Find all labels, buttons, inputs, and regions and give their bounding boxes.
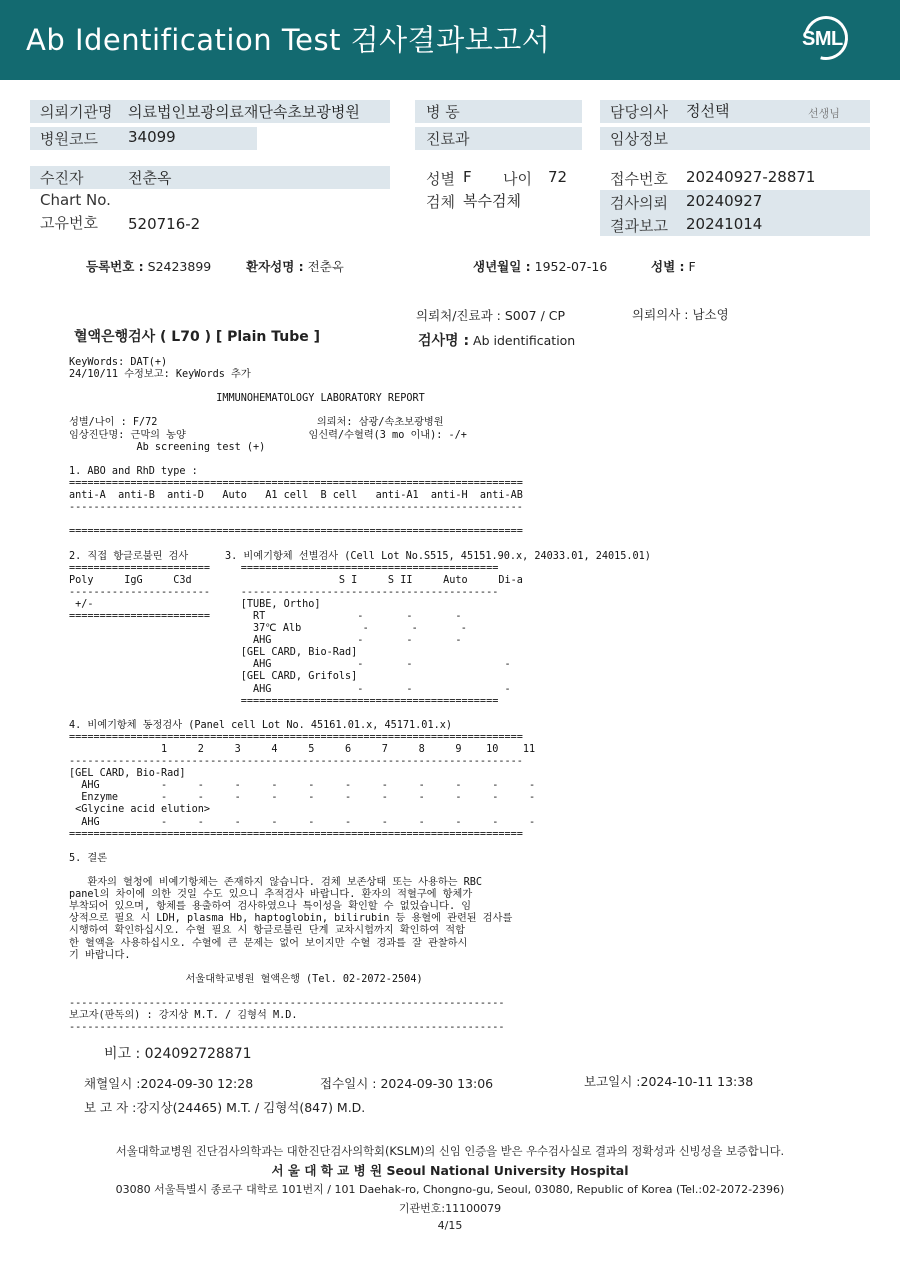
- reported-label: 보고일시 :: [584, 1074, 641, 1089]
- reporter-value: 강지상(24465) M.T. / 김형석(847) M.D.: [136, 1100, 366, 1115]
- mid-sex-value: F: [688, 259, 696, 274]
- test-name-value: Ab identification: [473, 333, 576, 348]
- note-value: 024092728871: [144, 1046, 252, 1062]
- specimen-label: 검체: [426, 193, 455, 211]
- reporter-label: 보 고 자 :: [84, 1100, 137, 1115]
- sex-value: F: [463, 168, 472, 186]
- test-name-label: 검사명 :: [418, 333, 470, 349]
- dept-label: 진료과: [426, 130, 470, 148]
- ward-label: 병 동: [426, 103, 460, 121]
- requester-doctor: 의뢰의사 : 남소영: [632, 307, 729, 322]
- collected-value: 2024-09-30 12:28: [140, 1076, 254, 1091]
- collected-label: 채혈일시 :: [84, 1076, 141, 1091]
- logo-text: SML: [802, 28, 843, 50]
- doctor-value: 정선택: [686, 102, 730, 120]
- patient-bar: [30, 166, 390, 189]
- clinical-info-label: 임상정보: [610, 130, 668, 148]
- institution-value: 의료법인보광의료재단속초보광병원: [128, 103, 360, 121]
- doctor-label: 담당의사: [610, 103, 668, 121]
- reg-no-value: S2423899: [147, 259, 212, 274]
- hospital-address: 03080 서울특별시 종로구 대학로 101번지 / 101 Daehak-ro, Chongno-gu, Seoul, 03080, Republic of Korea (Tel.:02-2072-2396): [115, 1183, 785, 1196]
- age-label: 나이: [503, 170, 532, 188]
- reported-value: 2024-10-11 13:38: [640, 1074, 754, 1089]
- dob-label: 생년월일 :: [473, 259, 531, 274]
- chart-no-label: Chart No.: [40, 191, 111, 209]
- received-value: 2024-09-30 13:06: [380, 1076, 494, 1091]
- patient-label: 수진자: [40, 169, 84, 187]
- dob-value: 1952-07-16: [534, 259, 608, 274]
- sex-label: 성별: [426, 170, 455, 188]
- immunohematology-report-body: KeyWords: DAT(+) 24/10/11 수정보고: KeyWords 추가 IMMUNOHEMATOLOGY LABORATORY REPORT 성별/나이 : F/72 의뢰처: 삼광/속초보광병원 임상진단명: 근막의 농양 임신력/수혈력(3 mo 이내): -/+ Ab screening test (+) 1. ABO and RhD type : ========================================================================== anti-A anti-B anti-D Auto A1 cell B cell anti-A1 anti-H anti-AB -------------------------------------------------------------------------- ========================================================================== 2. 직접 항글로불린 검사 3. 비예기항체 선별검사 (Cell Lot No.S515, 45151.90.x, 24033.01, 24015.01) ======================= ========================================== Poly IgG C3d S I S II Auto Di-a ----------------------- ------------------------------------------ +/- [TUBE, Ortho] ======================= RT - - - 37℃ Alb - - - AHG - - - [GEL CARD, Bio-Rad] AHG - - - [GEL CARD, Grifols] AHG - - - ========================================== 4. 비예기항체 동정검사 (Panel cell Lot No. 45161.01.x, 45171.01.x) ========================================================================== 1 2 3 4 5 6 7 8 9 10 11 -------------------------------------------------------------------------- [GEL CARD, Bio-Rad] AHG - - - - - - - - - - - Enzyme - - - - - - - - - - - <Glycine acid elution> AHG - - - - - - - - - - - ========================================================================== 5. 결론 환자의 혈청에 비예기항체는 존재하지 않습니다. 검체 보존상태 또는 사용하는 RBC panel의 차이에 의한 것일 수도 있으니 추적검사 바랍니다. 환자의 적혈구에 항체가 부착되어 있으며, 항체를 용출하여 검사하였으나 특이성을 확인할 수 없었습니다. 임 상적으로 필요 시 LDH, plasma Hb, haptoglobin, bilirubin 등 용혈에 관련된 검사를 시행하여 확인하십시오. 수혈 필요 시 항글로불린 단계 교차시험까지 확인하여 적합 한 혈액을 사용하십시오. 수혈에 큰 문제는 없어 보이지만 수혈 경과를 잘 관찰하시 기 바랍니다. 서울대학교병원 혈액은행 (Tel. 02-2072-2504) ----------------------------------------------------------------------- 보고자(판독의) : 강지상 M.T. / 김형석 M.D. -----------------------------------------------------------------------: [69, 357, 651, 1034]
- page-number: 4/15: [437, 1219, 463, 1232]
- sml-logo: [798, 12, 854, 68]
- requester-dept: 의뢰처/진료과 : S007 / CP: [416, 308, 566, 323]
- patient-value: 전춘옥: [128, 169, 172, 187]
- specimen-value: 복수검체: [463, 192, 521, 210]
- receipt-no-value: 20240927-28871: [686, 168, 816, 186]
- report-label: 결과보고: [610, 217, 668, 235]
- request-label: 검사의뢰: [610, 194, 668, 212]
- age-value: 72: [548, 168, 568, 186]
- report-value: 20241014: [686, 215, 763, 233]
- request-value: 20240927: [686, 192, 763, 210]
- institution-label: 의뢰기관명: [40, 103, 113, 121]
- hospital-code-label: 병원코드: [40, 130, 98, 148]
- note-label: 비고 :: [104, 1046, 141, 1062]
- patient-name-label: 환자성명 :: [246, 259, 304, 274]
- patient-name-value: 전춘옥: [307, 259, 344, 274]
- report-title: Ab Identification Test 검사결과보고서: [26, 23, 551, 57]
- reg-no-label: 등록번호 :: [86, 259, 144, 274]
- mid-sex-label: 성별 :: [651, 259, 685, 274]
- hospital-code-value: 34099: [128, 128, 176, 146]
- hospital-name: 서 울 대 학 교 병 원 Seoul National University Hospital: [271, 1163, 629, 1178]
- unique-no-label: 고유번호: [40, 214, 98, 232]
- unique-no-value: 520716-2: [128, 215, 201, 233]
- certification-text: 서울대학교병원 진단검사의학과는 대한진단검사의학회(KSLM)의 신임 인증을 받은 우수검사실로 결과의 정확성과 신빙성을 보증합니다.: [115, 1145, 785, 1158]
- org-number: 기관번호:11100079: [398, 1202, 502, 1215]
- doctor-suffix: 선생님: [808, 107, 840, 120]
- received-label: 접수일시 :: [320, 1076, 377, 1091]
- test-category: 혈액은행검사 ( L70 ) [ Plain Tube ]: [74, 329, 321, 345]
- report-header: [0, 0, 900, 80]
- receipt-no-label: 접수번호: [610, 170, 668, 188]
